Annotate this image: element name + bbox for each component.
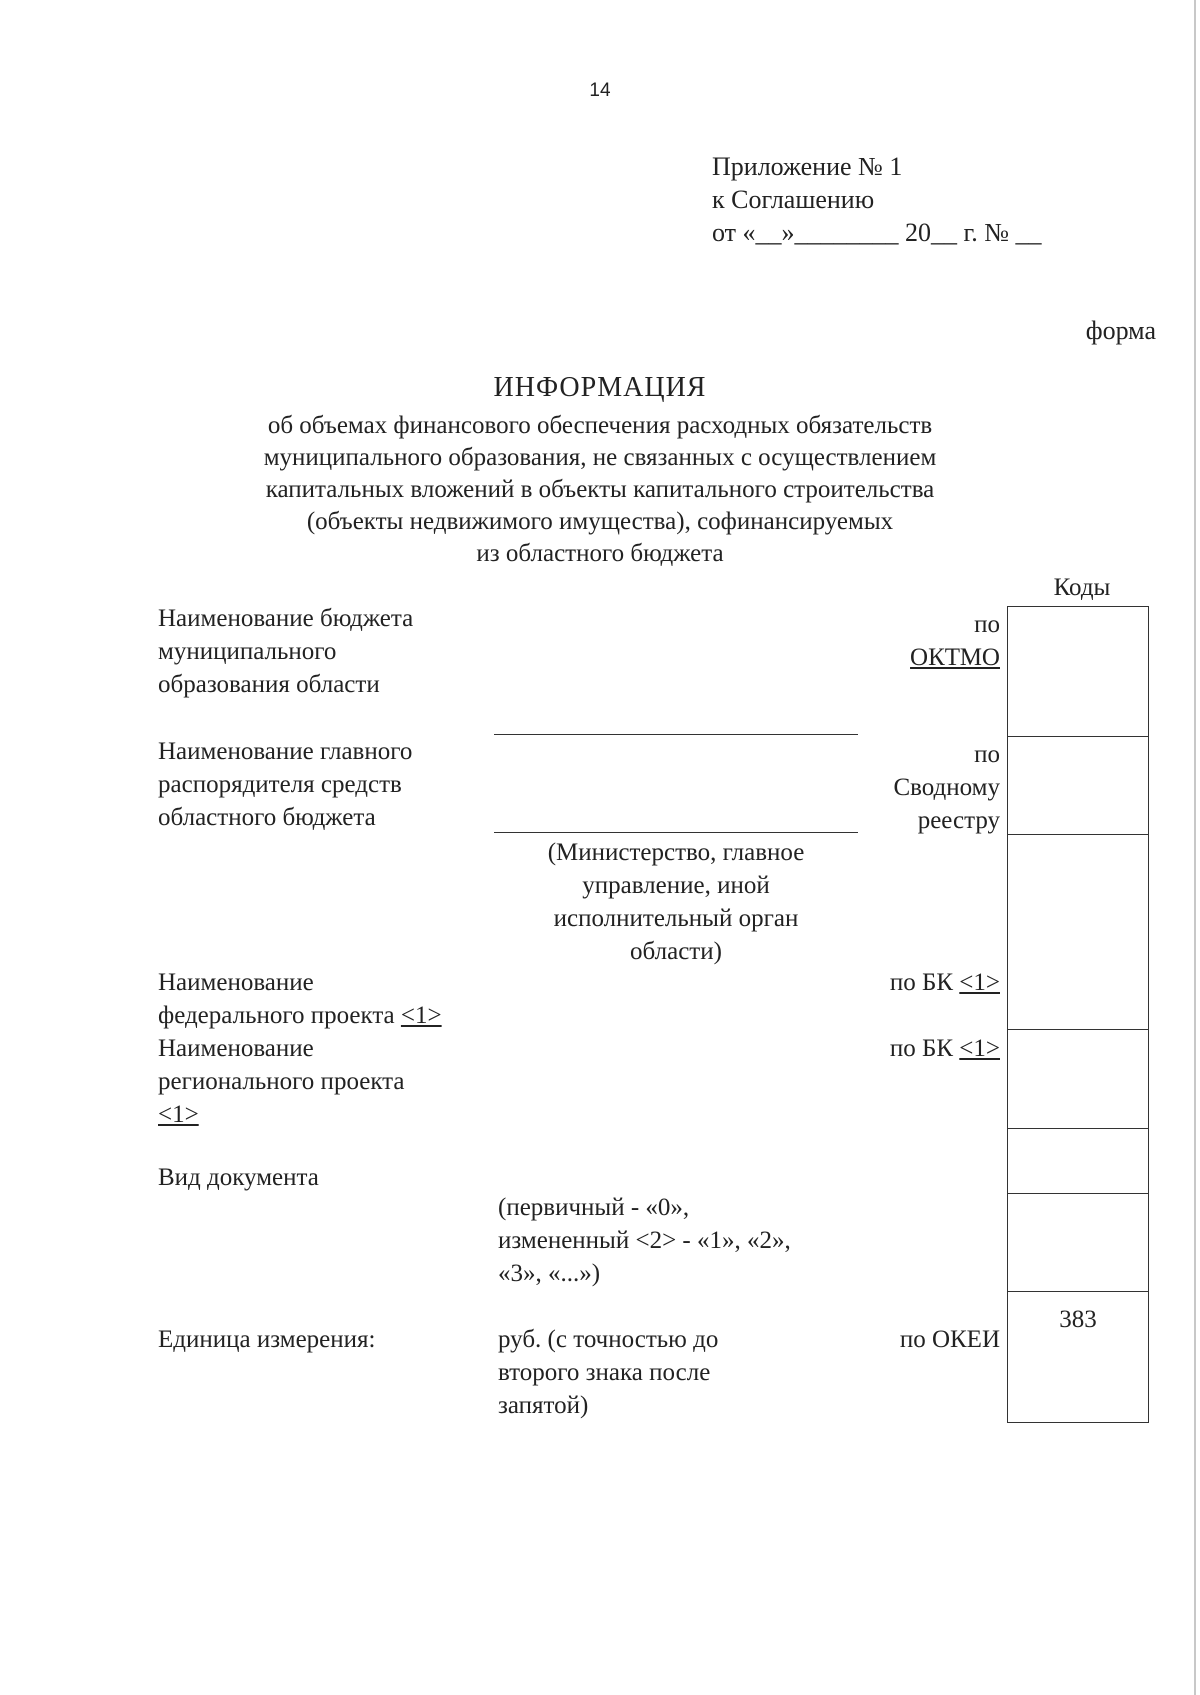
code-cell-bk-regional[interactable] bbox=[1007, 1029, 1149, 1128]
manager-name-label bbox=[158, 735, 488, 834]
code-line: реестру bbox=[917, 807, 1000, 834]
footnote-ref: <1> bbox=[158, 1101, 199, 1128]
budget-name-fill-line[interactable] bbox=[494, 734, 858, 735]
hint-line: области) bbox=[630, 938, 722, 965]
form-label: форма bbox=[1085, 316, 1156, 345]
okei-code-value: 383 bbox=[1059, 1306, 1097, 1333]
footnote-ref: <1> bbox=[959, 969, 1000, 996]
unit-label: Единица измерения: bbox=[158, 1326, 376, 1353]
doc-type-label: Вид документа bbox=[158, 1164, 319, 1191]
hint-line: исполнительный орган bbox=[553, 905, 799, 932]
document-title: ИНФОРМАЦИЯ bbox=[493, 372, 707, 403]
doc-type-hint bbox=[498, 1191, 791, 1290]
label-line: Наименование bbox=[158, 969, 314, 996]
label-line: Наименование бюджета bbox=[158, 605, 414, 632]
code-cell-doc-type[interactable] bbox=[1007, 1193, 1149, 1291]
code-cell-svodny-reestr[interactable] bbox=[1007, 736, 1149, 834]
code-cell-oktmo[interactable] bbox=[1007, 606, 1149, 736]
label-line: регионального проекта bbox=[158, 1068, 405, 1095]
svodny-reestr-code-label bbox=[893, 738, 1000, 837]
footnote-ref: <1> bbox=[400, 1002, 442, 1029]
subtitle-line: капитальных вложений в объекты капитального строительства bbox=[265, 476, 935, 503]
label-line: распорядителя средств bbox=[158, 771, 402, 798]
codes-header: Коды bbox=[1053, 574, 1111, 601]
hint-line: управление, иной bbox=[582, 872, 770, 899]
code-line: по bbox=[974, 741, 1000, 768]
budget-name-label bbox=[158, 602, 488, 701]
code-cell-empty[interactable] bbox=[1007, 1128, 1149, 1193]
subtitle-line: из областного бюджета bbox=[476, 540, 724, 567]
bk-code-label-federal bbox=[890, 966, 1000, 999]
federal-project-label bbox=[158, 966, 518, 1032]
unit-value bbox=[498, 1323, 718, 1422]
hint-line: «3», «...») bbox=[498, 1260, 601, 1287]
regional-project-label bbox=[158, 1032, 488, 1131]
hint-line: измененный <2> - «1», «2», bbox=[498, 1227, 791, 1254]
code-cell-okei[interactable] bbox=[1007, 1291, 1149, 1423]
appendix-line-1: Приложение № 1 bbox=[712, 152, 903, 181]
subtitle-line: (объекты недвижимого имущества), софинансируемых bbox=[306, 508, 894, 535]
manager-name-fill-line[interactable] bbox=[494, 832, 858, 833]
oktmo-text: ОКТМО bbox=[910, 644, 1000, 671]
label-line: федерального проекта bbox=[158, 1002, 401, 1029]
subtitle-line: муниципального образования, не связанных с осуществлением bbox=[263, 444, 937, 471]
value-line: второго знака после bbox=[498, 1359, 711, 1386]
value-line: запятой) bbox=[498, 1392, 589, 1419]
hint-line: (первичный - «0», bbox=[498, 1194, 690, 1221]
page-number: 14 bbox=[589, 80, 611, 101]
bk-code-label-regional bbox=[890, 1032, 1000, 1065]
appendix-block bbox=[712, 150, 1042, 249]
document-subtitle bbox=[150, 410, 1050, 570]
hint-line: (Министерство, главное bbox=[547, 839, 805, 866]
value-line: руб. (с точностью до bbox=[498, 1326, 719, 1353]
label-line: муниципального bbox=[158, 638, 337, 665]
okei-code-label: по ОКЕИ bbox=[899, 1326, 1000, 1353]
code-line: Сводному bbox=[893, 774, 1000, 801]
label-line: Наименование главного bbox=[158, 738, 413, 765]
code-prefix: по bbox=[974, 611, 1000, 638]
code-prefix: по БК bbox=[889, 969, 960, 996]
label-line: областного бюджета bbox=[158, 804, 376, 831]
manager-hint bbox=[494, 836, 858, 968]
code-prefix: по БК bbox=[889, 1035, 960, 1062]
appendix-line-2: к Соглашению bbox=[712, 185, 875, 214]
label-line: Наименование bbox=[158, 1035, 314, 1062]
code-cell-bk-federal[interactable] bbox=[1007, 834, 1149, 1029]
page-edge bbox=[1194, 0, 1196, 1695]
oktmo-code-label bbox=[910, 608, 1000, 674]
appendix-line-3: от «__»________ 20__ г. № __ bbox=[712, 218, 1042, 247]
label-line: образования области bbox=[158, 671, 380, 698]
footnote-ref: <1> bbox=[959, 1035, 1000, 1062]
subtitle-line: об объемах финансового обеспечения расходных обязательств bbox=[267, 412, 933, 439]
